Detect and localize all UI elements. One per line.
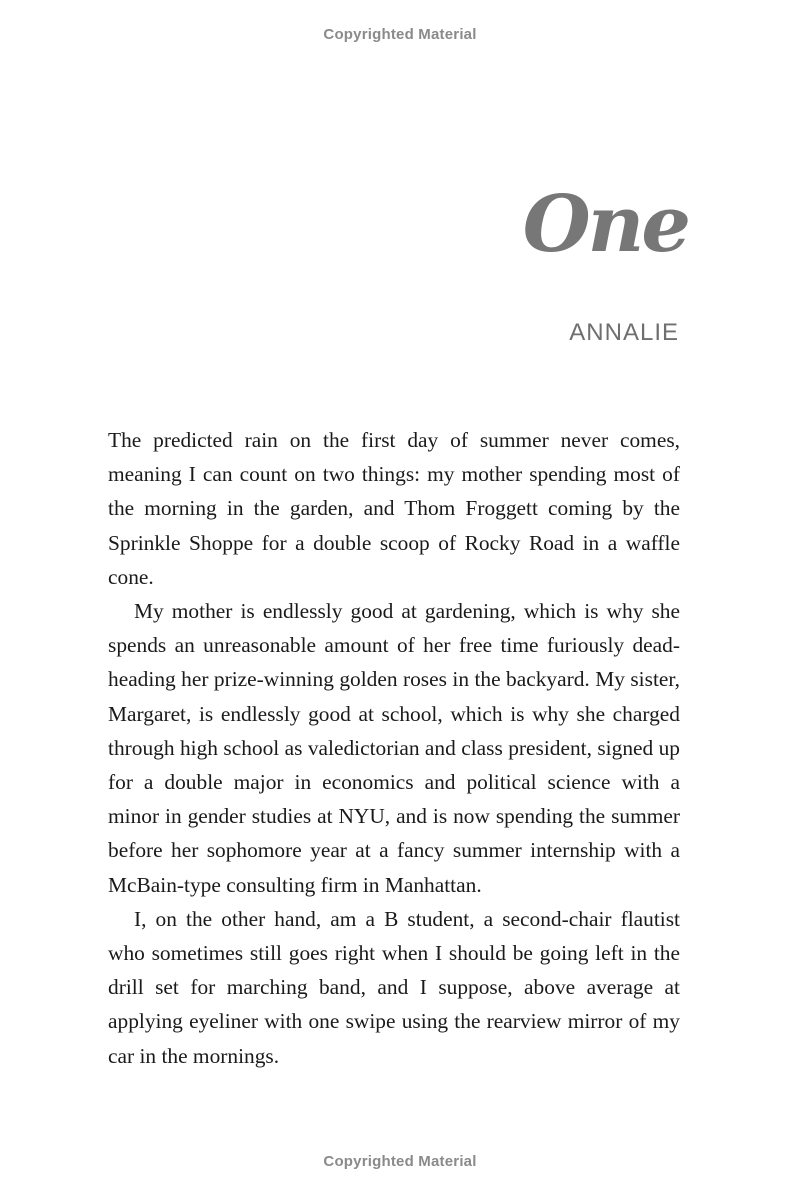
paragraph: My mother is endlessly good at gardening, which is why she spends an unreasonable amount of her free time furiously dead-heading her prize-winning golden roses in the backyard. My sister, Margaret, is endlessly good at school, which is why she charged through high school as valedictorian and class president, signed up for a double major in economics and political science with a minor in gender studies at NYU, and is now spending the summer before her sophomore year at a fancy summer internship with a McBain-type consulting firm in Manhattan. (108, 599, 680, 897)
paragraph: I, on the other hand, am a B student, a second-chair flautist who sometimes still goes right when I should be going left in the drill set for marching band, and I suppose, above average at applying eyeliner with one swipe using the rearview mirror of my car in the mornings. (108, 906, 680, 1068)
chapter-body (108, 423, 680, 1073)
paragraph: The predicted rain on the first day of summer never comes, meaning I can count on two things: my mother spending most of the morning in the garden, and Thom Froggett coming by the Sprinkle Shoppe for a double scoop of Rocky Road in a waffle cone. (108, 428, 680, 589)
copyright-footer: Copyrighted Material (323, 1153, 477, 1170)
copyright-header: Copyrighted Material (323, 26, 477, 43)
chapter-narrator: ANNALIE (569, 319, 679, 346)
chapter-number: One (522, 179, 688, 270)
